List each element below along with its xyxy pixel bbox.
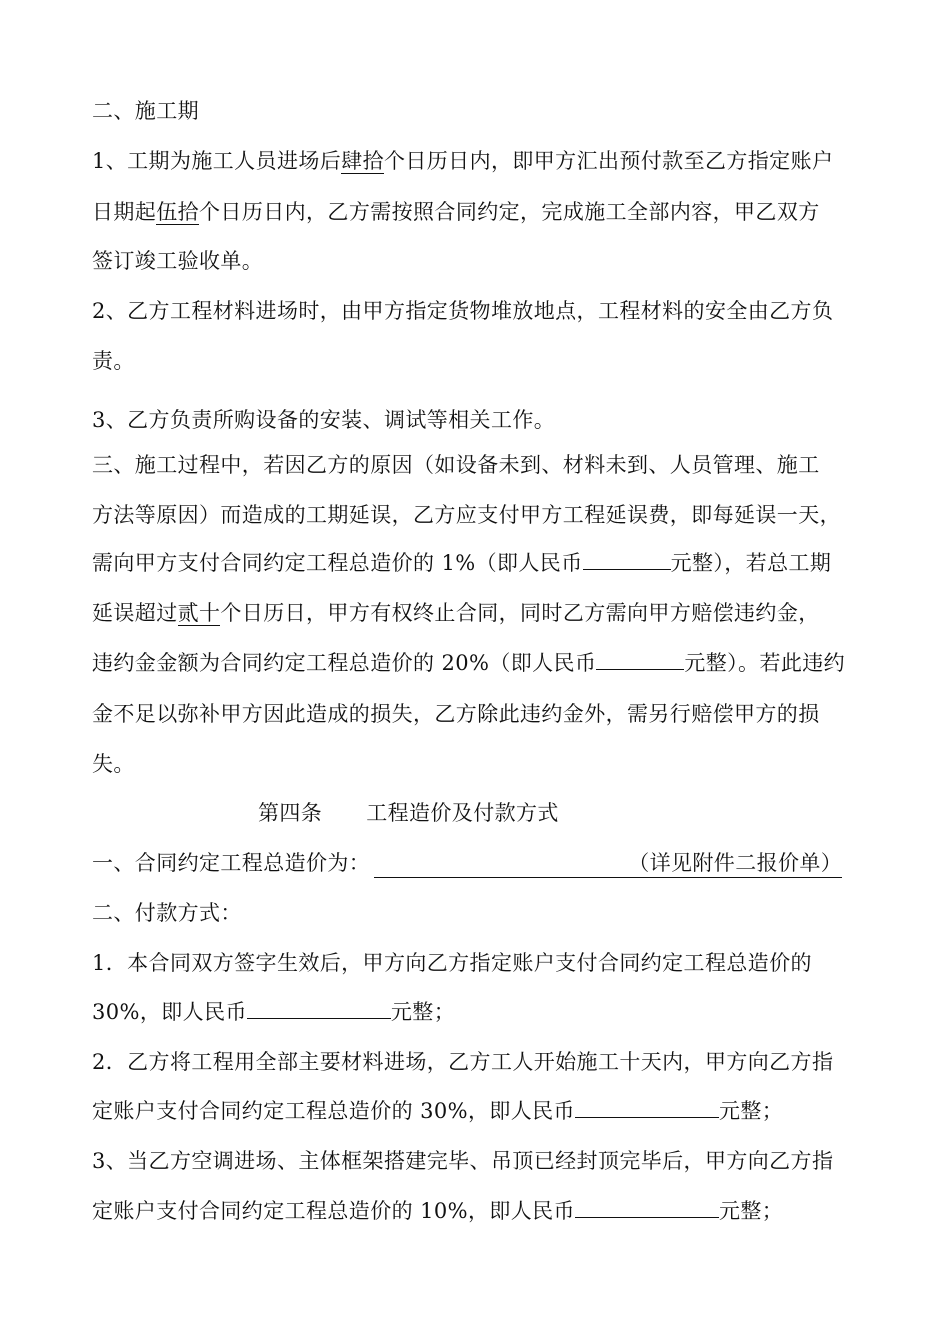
total-price-line <box>92 849 842 878</box>
text: 个日历日内，即甲方汇出预付款至乙方指定账户 <box>383 149 834 173</box>
section-2-title: 二、施工期 <box>92 99 199 123</box>
clause-1-line-2 <box>92 198 820 226</box>
payment-3-line-2 <box>92 1197 783 1225</box>
text: 定账户支付合同约定工程总造价的 30%，即人民币 <box>92 1099 575 1123</box>
article-number: 第四条 <box>258 801 323 825</box>
payment-2-line-1: 2．乙方将工程用全部主要材料进场，乙方工人开始施工十天内，甲方向乙方指 <box>92 1050 834 1074</box>
text: 30%，即人民币 <box>92 1000 247 1024</box>
section-3-line-3 <box>92 549 831 577</box>
article-title: 工程造价及付款方式 <box>366 801 559 825</box>
section-3-line-2: 方法等原因）而造成的工期延误，乙方应支付甲方工程延误费，即每延误一天， <box>92 503 841 527</box>
payment-1-line-1: 1．本合同双方签字生效后，甲方向乙方指定账户支付合同约定工程总造价的 <box>92 951 812 975</box>
amount-blank <box>583 549 671 570</box>
total-price-field <box>374 849 842 878</box>
clause-2-line-2: 责。 <box>92 349 135 373</box>
text: 违约金金额为合同约定工程总造价的 20%（即人民币 <box>92 651 597 675</box>
text: 元整； <box>718 1099 784 1123</box>
days-field: 伍拾 <box>156 200 200 224</box>
payment-3-line-1: 3、当乙方空调进场、主体框架搭建完毕、吊顶已经封顶完毕后，甲方向乙方指 <box>92 1149 834 1173</box>
text: 延误超过 <box>92 601 178 625</box>
clause-2-line-1: 2、乙方工程材料进场时，由甲方指定货物堆放地点，工程材料的安全由乙方负 <box>92 299 834 323</box>
text: 需向甲方支付合同约定工程总造价的 1%（即人民币 <box>92 551 583 575</box>
section-3-line-6: 金不足以弥补甲方因此造成的损失，乙方除此违约金外，需另行赔偿甲方的损 <box>92 702 820 726</box>
text: 定账户支付合同约定工程总造价的 10%，即人民币 <box>92 1199 575 1223</box>
total-price-label: 一、合同约定工程总造价为： <box>92 851 371 875</box>
clause-3: 3、乙方负责所购设备的安装、调试等相关工作。 <box>92 408 556 432</box>
text: 1、工期为施工人员进场后 <box>92 149 342 173</box>
section-3-line-1: 三、施工过程中，若因乙方的原因（如设备未到、材料未到、人员管理、施工 <box>92 453 820 477</box>
text: 元整； <box>390 1000 456 1024</box>
clause-1-line-3: 签订竣工验收单。 <box>92 249 264 273</box>
section-3-line-4 <box>92 599 820 627</box>
text: 个日历日，甲方有权终止合同，同时乙方需向甲方赔偿违约金， <box>220 601 820 625</box>
days-field: 贰十 <box>177 601 221 625</box>
text: 元整）。若此违约 <box>684 651 846 675</box>
amount-blank <box>575 1097 719 1118</box>
amount-blank <box>247 998 391 1019</box>
text: 个日历日内，乙方需按照合同约定，完成施工全部内容，甲乙双方 <box>199 200 820 224</box>
total-price-note: （详见附件二报价单） <box>628 851 843 875</box>
section-3-line-7: 失。 <box>92 752 135 776</box>
text: 元整），若总工期 <box>670 551 832 575</box>
payment-1-line-2 <box>92 998 455 1026</box>
amount-blank <box>575 1197 719 1218</box>
payment-title: 二、付款方式： <box>92 901 242 925</box>
text: 日期起 <box>92 200 157 224</box>
article-4-heading <box>258 799 559 827</box>
payment-2-line-2 <box>92 1097 783 1125</box>
section-3-line-5 <box>92 649 845 677</box>
days-field: 肆拾 <box>341 149 384 173</box>
text: 元整； <box>718 1199 784 1223</box>
amount-blank <box>596 649 684 670</box>
clause-1-line-1 <box>92 147 833 175</box>
